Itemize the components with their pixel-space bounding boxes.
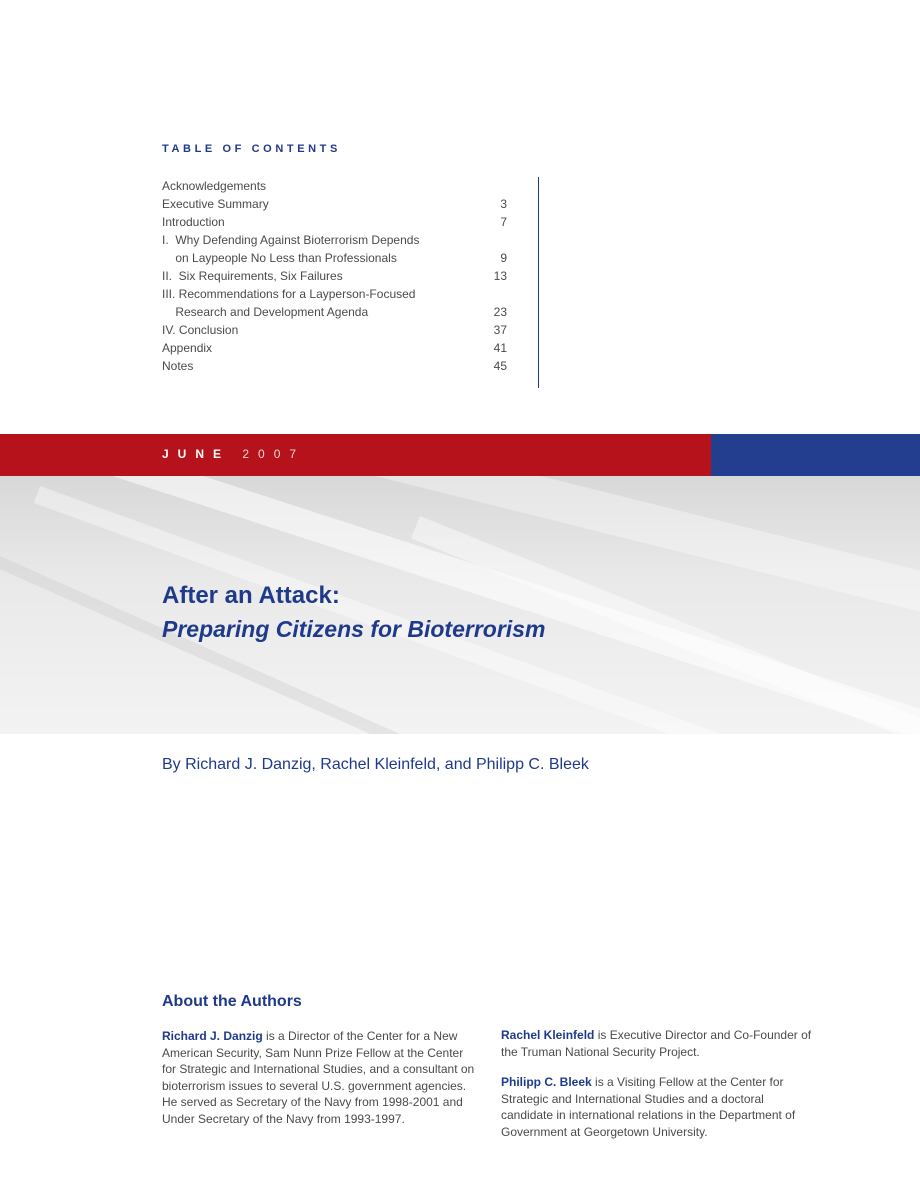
toc-entry-page: 9 xyxy=(500,251,507,265)
author-bio-text: is a Director of the Center for a New American Security, Sam Nunn Prize Fellow at the Center for Strategic and International Studies, and a consultant on bioterrorism issues to several U.S. government agencies. He served as Secretary of the Navy from 1998-2001 and Under Secretary of the Navy from 1993-1997. xyxy=(162,1029,475,1126)
toc-entry[interactable] xyxy=(162,231,507,249)
toc-entry-page: 7 xyxy=(500,215,507,229)
toc-entry-page: 45 xyxy=(493,359,507,373)
toc-entry-page: 13 xyxy=(493,269,507,283)
toc-entry[interactable] xyxy=(162,177,507,195)
toc-heading: TABLE OF CONTENTS xyxy=(162,143,341,155)
cover-image xyxy=(0,476,920,734)
author-bio xyxy=(501,1074,813,1140)
toc-divider xyxy=(538,177,539,388)
author-bio-text: is a Visiting Fellow at the Center for Strategic and International Studies and a doctoral candidate in international relations in the Department of Government at Georgetown University. xyxy=(501,1075,796,1139)
toc-entry-label: II. Six Requirements, Six Failures xyxy=(162,269,343,283)
report-title: After an Attack: xyxy=(162,582,340,609)
date-month: JUNE xyxy=(162,447,231,461)
author-name: Rachel Kleinfeld xyxy=(501,1028,595,1042)
toc-entry-label: Appendix xyxy=(162,341,213,355)
toc-entry-page: 41 xyxy=(493,341,507,355)
date-year: 2007 xyxy=(242,447,306,461)
toc-entry-label: I. Why Defending Against Bioterrorism Depends xyxy=(162,233,420,247)
author-bio xyxy=(501,1027,813,1060)
toc-entry[interactable] xyxy=(162,195,507,213)
author-bio-text: is Executive Director and Co-Founder of the Truman National Security Project. xyxy=(501,1028,812,1059)
toc-entry[interactable] xyxy=(162,267,507,285)
toc-entry-page: 3 xyxy=(500,197,507,211)
toc-entry-label: Introduction xyxy=(162,215,225,229)
toc-entry-label: III. Recommendations for a Layperson-Focused xyxy=(162,287,416,301)
toc-entry-label: Research and Development Agenda xyxy=(162,305,369,319)
toc-entry-page: 23 xyxy=(493,305,507,319)
light-streak xyxy=(290,476,920,673)
table-of-contents xyxy=(162,143,507,375)
toc-entry[interactable] xyxy=(162,321,507,339)
toc-entry[interactable] xyxy=(162,213,507,231)
author-name: Philipp C. Bleek xyxy=(501,1075,592,1089)
toc-entry-page: 37 xyxy=(493,323,507,337)
toc-entry-label: Executive Summary xyxy=(162,197,269,211)
report-subtitle: Preparing Citizens for Bioterrorism xyxy=(162,616,546,642)
toc-entry[interactable] xyxy=(162,303,507,321)
date-band xyxy=(0,434,920,476)
publication-date xyxy=(162,447,305,461)
date-band-red xyxy=(0,434,711,476)
toc-entry-label: Acknowledgements xyxy=(162,179,267,193)
toc-entry[interactable] xyxy=(162,285,507,303)
about-authors-heading: About the Authors xyxy=(162,993,302,1010)
toc-entry[interactable] xyxy=(162,339,507,357)
toc-entry[interactable] xyxy=(162,249,507,267)
author-name: Richard J. Danzig xyxy=(162,1029,263,1043)
author-bio xyxy=(162,1028,480,1127)
byline: By Richard J. Danzig, Rachel Kleinfeld, and Philipp C. Bleek xyxy=(162,756,589,773)
toc-entry-label: IV. Conclusion xyxy=(162,323,239,337)
date-band-blue xyxy=(711,434,920,476)
toc-entry-label: Notes xyxy=(162,359,194,373)
toc-entry[interactable] xyxy=(162,357,507,375)
toc-entry-label: on Laypeople No Less than Professionals xyxy=(162,251,397,265)
light-streak xyxy=(34,486,920,734)
